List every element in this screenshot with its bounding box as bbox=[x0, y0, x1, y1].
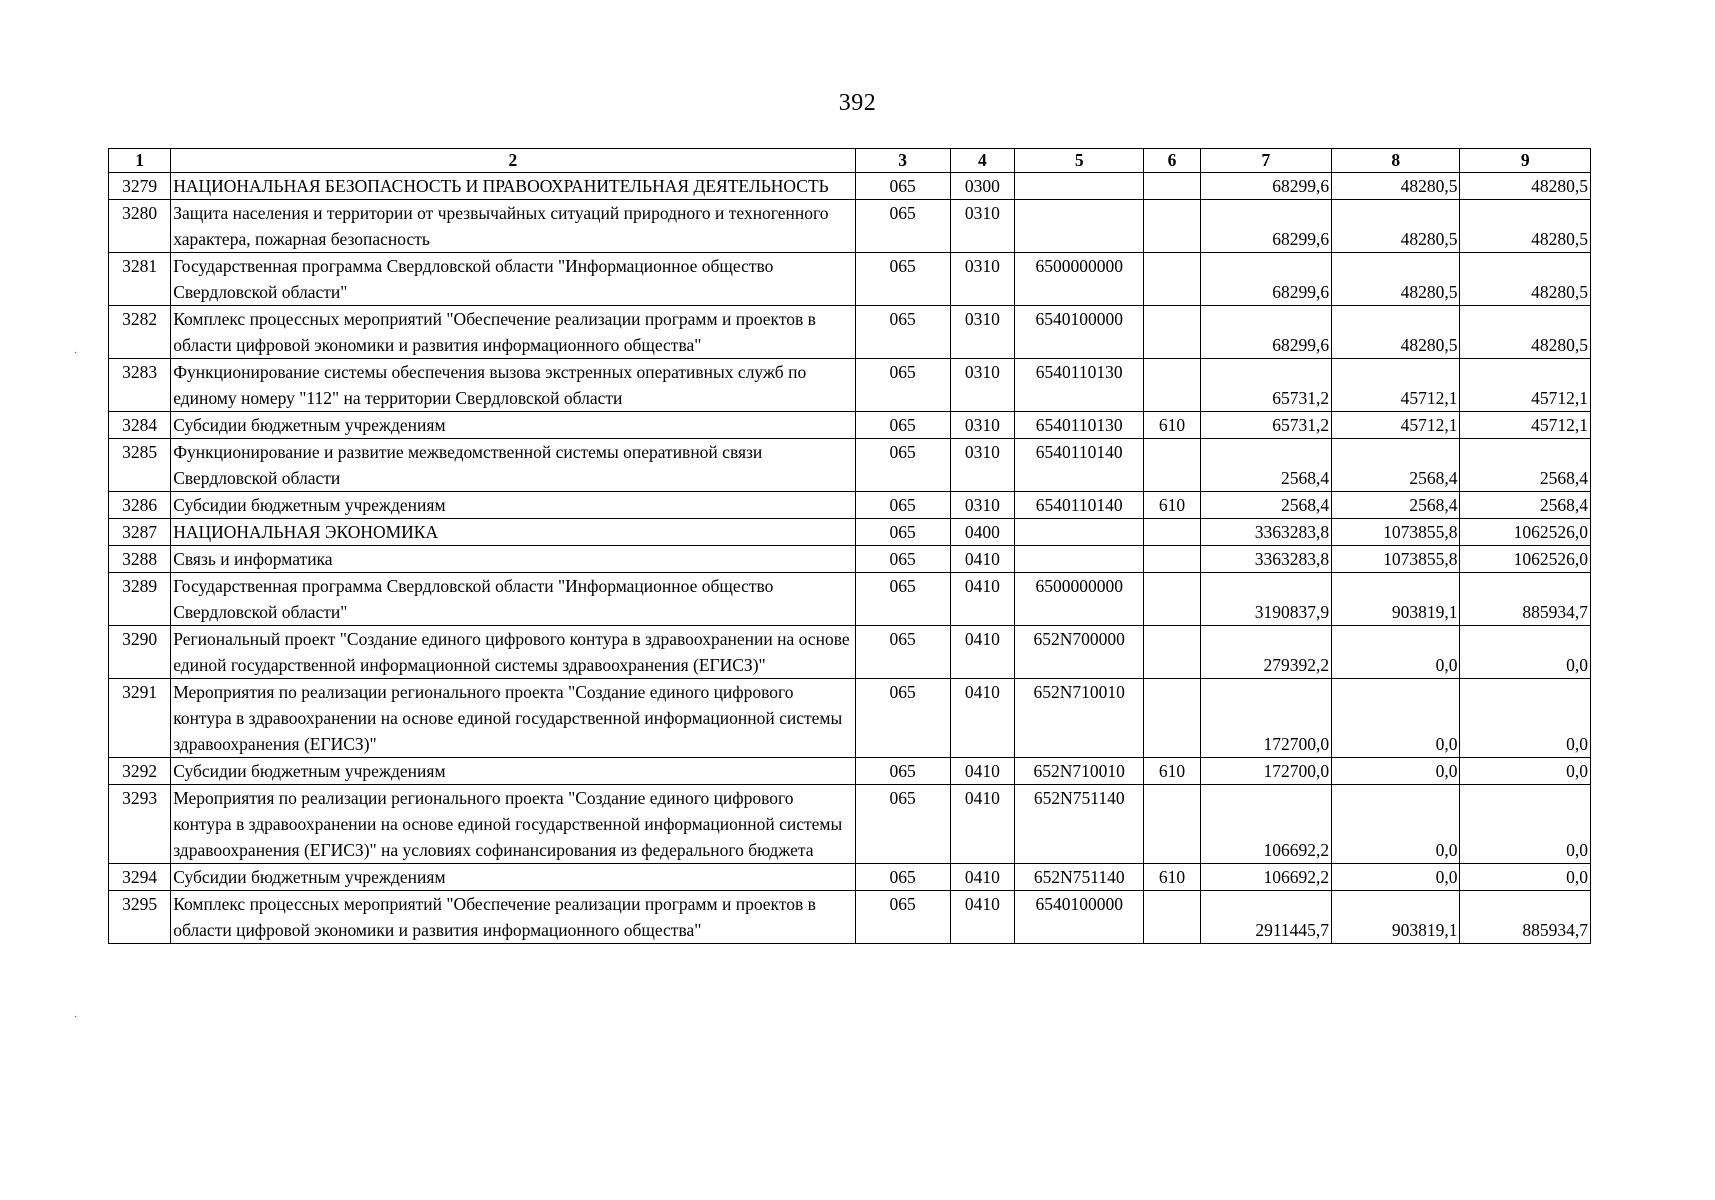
row-name: Государственная программа Свердловской области "Информационное общество Свердловской области" bbox=[171, 253, 855, 306]
table-row bbox=[109, 891, 1591, 944]
ministry-code: 065 bbox=[855, 200, 950, 253]
ministry-code: 065 bbox=[855, 306, 950, 359]
row-number: 3285 bbox=[109, 439, 171, 492]
amount-year-1: 65731,2 bbox=[1200, 412, 1331, 439]
amount-year-3: 45712,1 bbox=[1460, 359, 1591, 412]
expense-type-code bbox=[1144, 891, 1200, 944]
section-code: 0310 bbox=[950, 359, 1014, 412]
target-article-code: 6540110130 bbox=[1015, 412, 1144, 439]
row-number: 3287 bbox=[109, 519, 171, 546]
table-row bbox=[109, 412, 1591, 439]
row-number: 3293 bbox=[109, 785, 171, 864]
row-name: Региональный проект "Создание единого цифрового контура в здравоохранении на основе единой государственной информационной системы здравоохранения (ЕГИСЗ)" bbox=[171, 626, 855, 679]
row-number: 3288 bbox=[109, 546, 171, 573]
expense-type-code: 610 bbox=[1144, 412, 1200, 439]
target-article-code bbox=[1015, 519, 1144, 546]
section-code: 0410 bbox=[950, 864, 1014, 891]
amount-year-1: 68299,6 bbox=[1200, 306, 1331, 359]
table-row bbox=[109, 679, 1591, 758]
expense-type-code bbox=[1144, 359, 1200, 412]
ministry-code: 065 bbox=[855, 679, 950, 758]
row-name: Функционирование системы обеспечения вызова экстренных оперативных служб по единому номеру "112" на территории Свердловской области bbox=[171, 359, 855, 412]
amount-year-2: 48280,5 bbox=[1332, 306, 1460, 359]
amount-year-2: 2568,4 bbox=[1332, 492, 1460, 519]
target-article-code: 6500000000 bbox=[1015, 253, 1144, 306]
amount-year-1: 65731,2 bbox=[1200, 359, 1331, 412]
column-header: 3 bbox=[855, 149, 950, 173]
expense-type-code bbox=[1144, 573, 1200, 626]
table-row bbox=[109, 546, 1591, 573]
amount-year-2: 48280,5 bbox=[1332, 173, 1460, 200]
target-article-code: 652N700000 bbox=[1015, 626, 1144, 679]
amount-year-2: 0,0 bbox=[1332, 758, 1460, 785]
ministry-code: 065 bbox=[855, 492, 950, 519]
ministry-code: 065 bbox=[855, 573, 950, 626]
amount-year-3: 48280,5 bbox=[1460, 253, 1591, 306]
amount-year-3: 48280,5 bbox=[1460, 306, 1591, 359]
expense-type-code bbox=[1144, 546, 1200, 573]
row-name: Связь и информатика bbox=[171, 546, 855, 573]
amount-year-3: 45712,1 bbox=[1460, 412, 1591, 439]
target-article-code: 6540110140 bbox=[1015, 439, 1144, 492]
row-number: 3289 bbox=[109, 573, 171, 626]
expense-type-code: 610 bbox=[1144, 864, 1200, 891]
row-name: Защита населения и территории от чрезвычайных ситуаций природного и техногенного характера, пожарная безопасность bbox=[171, 200, 855, 253]
row-name: Субсидии бюджетным учреждениям bbox=[171, 758, 855, 785]
table-row bbox=[109, 573, 1591, 626]
page-number: 392 bbox=[838, 90, 877, 116]
amount-year-1: 106692,2 bbox=[1200, 864, 1331, 891]
expense-type-code: 610 bbox=[1144, 492, 1200, 519]
row-name: Функционирование и развитие межведомственной системы оперативной связи Свердловской области bbox=[171, 439, 855, 492]
amount-year-1: 172700,0 bbox=[1200, 679, 1331, 758]
amount-year-2: 2568,4 bbox=[1332, 439, 1460, 492]
amount-year-2: 45712,1 bbox=[1332, 359, 1460, 412]
row-name: НАЦИОНАЛЬНАЯ БЕЗОПАСНОСТЬ И ПРАВООХРАНИТЕЛЬНАЯ ДЕЯТЕЛЬНОСТЬ bbox=[171, 173, 855, 200]
row-name: Субсидии бюджетным учреждениям bbox=[171, 412, 855, 439]
section-code: 0410 bbox=[950, 546, 1014, 573]
ministry-code: 065 bbox=[855, 412, 950, 439]
row-name: НАЦИОНАЛЬНАЯ ЭКОНОМИКА bbox=[171, 519, 855, 546]
amount-year-1: 68299,6 bbox=[1200, 200, 1331, 253]
row-number: 3283 bbox=[109, 359, 171, 412]
section-code: 0410 bbox=[950, 891, 1014, 944]
table-row bbox=[109, 519, 1591, 546]
column-header: 9 bbox=[1460, 149, 1591, 173]
target-article-code: 6540110130 bbox=[1015, 359, 1144, 412]
ministry-code: 065 bbox=[855, 253, 950, 306]
amount-year-3: 0,0 bbox=[1460, 864, 1591, 891]
ministry-code: 065 bbox=[855, 519, 950, 546]
target-article-code: 6540100000 bbox=[1015, 306, 1144, 359]
target-article-code: 652N751140 bbox=[1015, 864, 1144, 891]
amount-year-3: 2568,4 bbox=[1460, 492, 1591, 519]
row-number: 3282 bbox=[109, 306, 171, 359]
section-code: 0410 bbox=[950, 573, 1014, 626]
amount-year-3: 2568,4 bbox=[1460, 439, 1591, 492]
amount-year-1: 3190837,9 bbox=[1200, 573, 1331, 626]
amount-year-2: 0,0 bbox=[1332, 864, 1460, 891]
row-name: Комплекс процессных мероприятий "Обеспечение реализации программ и проектов в области цифровой экономики и развития информационного общества" bbox=[171, 306, 855, 359]
target-article-code: 652N710010 bbox=[1015, 679, 1144, 758]
table-row bbox=[109, 492, 1591, 519]
table-row bbox=[109, 359, 1591, 412]
amount-year-3: 1062526,0 bbox=[1460, 519, 1591, 546]
amount-year-2: 0,0 bbox=[1332, 785, 1460, 864]
amount-year-1: 106692,2 bbox=[1200, 785, 1331, 864]
header-row bbox=[109, 149, 1591, 173]
row-name: Субсидии бюджетным учреждениям bbox=[171, 864, 855, 891]
amount-year-3: 0,0 bbox=[1460, 785, 1591, 864]
scan-speck: · bbox=[74, 1012, 78, 1023]
amount-year-3: 1062526,0 bbox=[1460, 546, 1591, 573]
amount-year-2: 1073855,8 bbox=[1332, 546, 1460, 573]
table-header bbox=[109, 149, 1591, 173]
row-name: Государственная программа Свердловской области "Информационное общество Свердловской области" bbox=[171, 573, 855, 626]
table-row bbox=[109, 785, 1591, 864]
table-row bbox=[109, 758, 1591, 785]
amount-year-3: 48280,5 bbox=[1460, 173, 1591, 200]
column-header: 6 bbox=[1144, 149, 1200, 173]
row-name: Мероприятия по реализации регионального проекта "Создание единого цифрового контура в здравоохранении на основе единой государственной информационной системы здравоохранения (ЕГИСЗ)" на условиях софинансирования из федерального бюджета bbox=[171, 785, 855, 864]
expense-type-code bbox=[1144, 200, 1200, 253]
column-header: 2 bbox=[171, 149, 855, 173]
target-article-code: 6540100000 bbox=[1015, 891, 1144, 944]
ministry-code: 065 bbox=[855, 546, 950, 573]
table-row bbox=[109, 306, 1591, 359]
amount-year-2: 0,0 bbox=[1332, 679, 1460, 758]
column-header: 7 bbox=[1200, 149, 1331, 173]
target-article-code: 652N751140 bbox=[1015, 785, 1144, 864]
amount-year-3: 0,0 bbox=[1460, 679, 1591, 758]
section-code: 0410 bbox=[950, 785, 1014, 864]
amount-year-3: 885934,7 bbox=[1460, 573, 1591, 626]
ministry-code: 065 bbox=[855, 439, 950, 492]
row-number: 3280 bbox=[109, 200, 171, 253]
amount-year-1: 68299,6 bbox=[1200, 173, 1331, 200]
ministry-code: 065 bbox=[855, 173, 950, 200]
section-code: 0410 bbox=[950, 679, 1014, 758]
row-name: Мероприятия по реализации регионального проекта "Создание единого цифрового контура в здравоохранении на основе единой государственной информационной системы здравоохранения (ЕГИСЗ)" bbox=[171, 679, 855, 758]
table-row bbox=[109, 200, 1591, 253]
scan-speck: · bbox=[74, 348, 78, 359]
expense-type-code bbox=[1144, 626, 1200, 679]
amount-year-2: 1073855,8 bbox=[1332, 519, 1460, 546]
amount-year-2: 903819,1 bbox=[1332, 573, 1460, 626]
column-header: 5 bbox=[1015, 149, 1144, 173]
table-row bbox=[109, 626, 1591, 679]
table-body bbox=[109, 173, 1591, 944]
table-row bbox=[109, 439, 1591, 492]
ministry-code: 065 bbox=[855, 891, 950, 944]
amount-year-1: 172700,0 bbox=[1200, 758, 1331, 785]
section-code: 0300 bbox=[950, 173, 1014, 200]
expense-type-code bbox=[1144, 519, 1200, 546]
amount-year-2: 903819,1 bbox=[1332, 891, 1460, 944]
table-row bbox=[109, 173, 1591, 200]
row-number: 3284 bbox=[109, 412, 171, 439]
row-number: 3281 bbox=[109, 253, 171, 306]
expense-type-code: 610 bbox=[1144, 758, 1200, 785]
section-code: 0310 bbox=[950, 253, 1014, 306]
row-name: Комплекс процессных мероприятий "Обеспечение реализации программ и проектов в области цифровой экономики и развития информационного общества" bbox=[171, 891, 855, 944]
row-name: Субсидии бюджетным учреждениям bbox=[171, 492, 855, 519]
expense-type-code bbox=[1144, 439, 1200, 492]
table-row bbox=[109, 253, 1591, 306]
expense-type-code bbox=[1144, 785, 1200, 864]
amount-year-1: 2568,4 bbox=[1200, 439, 1331, 492]
ministry-code: 065 bbox=[855, 758, 950, 785]
section-code: 0310 bbox=[950, 306, 1014, 359]
amount-year-3: 0,0 bbox=[1460, 626, 1591, 679]
ministry-code: 065 bbox=[855, 359, 950, 412]
amount-year-1: 3363283,8 bbox=[1200, 546, 1331, 573]
amount-year-1: 3363283,8 bbox=[1200, 519, 1331, 546]
budget-table bbox=[108, 148, 1591, 944]
section-code: 0310 bbox=[950, 412, 1014, 439]
amount-year-2: 48280,5 bbox=[1332, 253, 1460, 306]
section-code: 0410 bbox=[950, 758, 1014, 785]
expense-type-code bbox=[1144, 679, 1200, 758]
target-article-code bbox=[1015, 546, 1144, 573]
section-code: 0310 bbox=[950, 200, 1014, 253]
target-article-code: 6540110140 bbox=[1015, 492, 1144, 519]
row-number: 3290 bbox=[109, 626, 171, 679]
amount-year-2: 48280,5 bbox=[1332, 200, 1460, 253]
expense-type-code bbox=[1144, 173, 1200, 200]
amount-year-3: 885934,7 bbox=[1460, 891, 1591, 944]
amount-year-2: 45712,1 bbox=[1332, 412, 1460, 439]
section-code: 0310 bbox=[950, 439, 1014, 492]
section-code: 0400 bbox=[950, 519, 1014, 546]
target-article-code bbox=[1015, 200, 1144, 253]
amount-year-1: 279392,2 bbox=[1200, 626, 1331, 679]
row-number: 3295 bbox=[109, 891, 171, 944]
row-number: 3286 bbox=[109, 492, 171, 519]
section-code: 0310 bbox=[950, 492, 1014, 519]
expense-type-code bbox=[1144, 306, 1200, 359]
row-number: 3291 bbox=[109, 679, 171, 758]
amount-year-3: 0,0 bbox=[1460, 758, 1591, 785]
column-header: 1 bbox=[109, 149, 171, 173]
amount-year-2: 0,0 bbox=[1332, 626, 1460, 679]
expense-type-code bbox=[1144, 253, 1200, 306]
target-article-code bbox=[1015, 173, 1144, 200]
amount-year-3: 48280,5 bbox=[1460, 200, 1591, 253]
table-row bbox=[109, 864, 1591, 891]
amount-year-1: 68299,6 bbox=[1200, 253, 1331, 306]
row-number: 3279 bbox=[109, 173, 171, 200]
ministry-code: 065 bbox=[855, 864, 950, 891]
section-code: 0410 bbox=[950, 626, 1014, 679]
amount-year-1: 2568,4 bbox=[1200, 492, 1331, 519]
target-article-code: 6500000000 bbox=[1015, 573, 1144, 626]
amount-year-1: 2911445,7 bbox=[1200, 891, 1331, 944]
row-number: 3294 bbox=[109, 864, 171, 891]
ministry-code: 065 bbox=[855, 626, 950, 679]
row-number: 3292 bbox=[109, 758, 171, 785]
target-article-code: 652N710010 bbox=[1015, 758, 1144, 785]
column-header: 8 bbox=[1332, 149, 1460, 173]
column-header: 4 bbox=[950, 149, 1014, 173]
ministry-code: 065 bbox=[855, 785, 950, 864]
